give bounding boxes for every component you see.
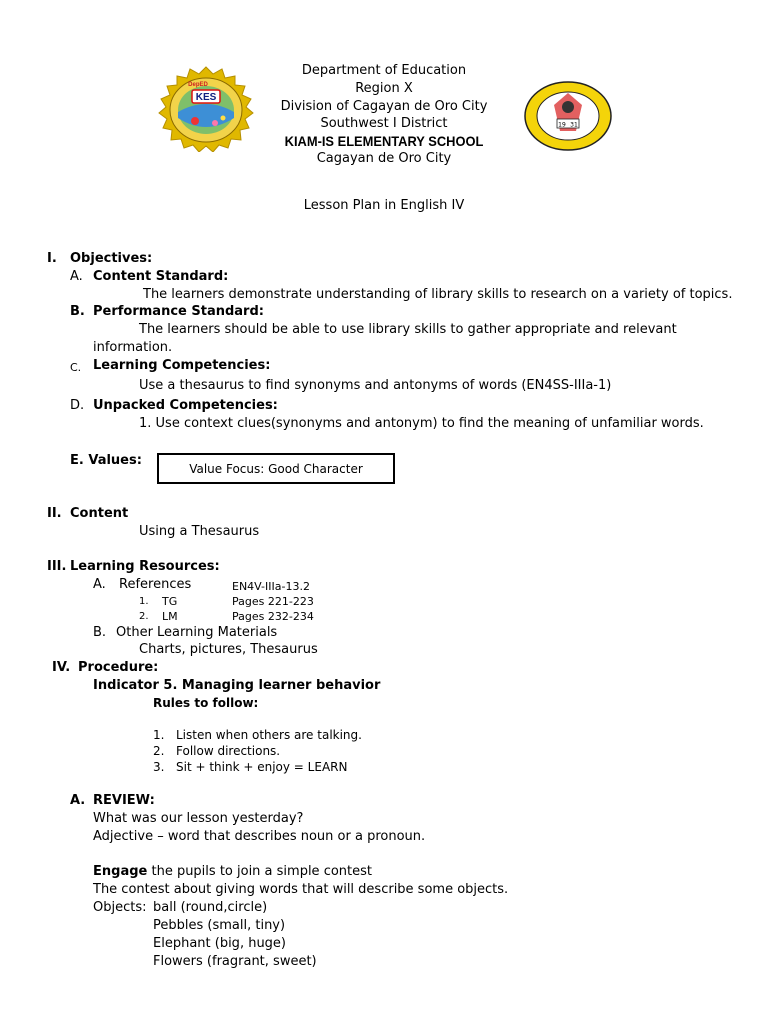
performance-standard-heading: Performance Standard: (93, 304, 264, 319)
review-answer: Adjective – word that describes noun or a pronoun. (93, 829, 426, 844)
other-materials-text: Charts, pictures, Thesaurus (139, 642, 318, 657)
object-item-3: Elephant (big, huge) (153, 936, 287, 951)
unpacked-text: 1. Use context clues(synonyms and antonym) to find the meaning of unfamiliar words. (139, 416, 704, 431)
seal-year-left: 19 (558, 121, 566, 129)
review-heading: REVIEW: (93, 793, 155, 808)
header-division: Division of Cagayan de Oro City (280, 99, 488, 114)
rule-3-num: 3. (153, 760, 165, 774)
procedure-heading: Procedure: (78, 660, 159, 675)
objectives-num: I. (47, 251, 57, 266)
engage-line (93, 864, 372, 880)
competencies-heading: Learning Competencies: (93, 358, 271, 373)
content-text: Using a Thesaurus (139, 524, 260, 539)
rule-2-text: Follow directions. (176, 744, 281, 758)
objectives-heading: Objectives: (70, 251, 153, 266)
competencies-text: Use a thesaurus to find synonyms and antonyms of words (EN4SS-IIIa-1) (139, 378, 612, 393)
object-item-2: Pebbles (small, tiny) (153, 918, 286, 933)
values-heading: E. Values: (70, 453, 142, 468)
content-heading: Content (70, 506, 129, 521)
ref-tg-name: TG (162, 595, 178, 608)
content-standard-text: The learners demonstrate understanding of library skills to research on a variety of topics. (143, 287, 733, 302)
rule-1-text: Listen when others are talking. (176, 728, 362, 742)
performance-standard-text-1: The learners should be able to use library skills to gather appropriate and relevant (139, 322, 677, 337)
rules-heading: Rules to follow: (153, 696, 259, 710)
performance-standard-num: B. (70, 304, 85, 319)
ref-tg-pages: Pages 221-223 (232, 595, 314, 608)
resources-heading: Learning Resources: (70, 559, 220, 574)
deped-division-seal (524, 81, 612, 151)
rule-2-num: 2. (153, 744, 165, 758)
header-city: Cagayan de Oro City (316, 151, 452, 166)
header-dept: Department of Education (301, 63, 467, 78)
review-num: A. (70, 793, 86, 808)
rule-3-text: Sit + think + enjoy = LEARN (176, 760, 348, 774)
rule-1-num: 1. (153, 728, 165, 742)
header-school-name: KIAM-IS ELEMENTARY SCHOOL (284, 133, 484, 149)
header-region: Region X (355, 81, 413, 96)
competencies-num: C. (70, 361, 82, 374)
unpacked-heading: Unpacked Competencies: (93, 398, 278, 413)
content-standard-num: A. (70, 269, 83, 284)
ref-tg-num: 1. (139, 596, 149, 607)
value-focus-text: Value Focus: Good Character (189, 462, 363, 476)
content-standard-heading: Content Standard: (93, 269, 229, 284)
objects-label: Objects: (93, 900, 147, 915)
content-num: II. (47, 506, 62, 521)
references-num: A. (93, 577, 106, 592)
contest-text: The contest about giving words that will describe some objects. (93, 882, 509, 897)
procedure-num: IV. (52, 660, 71, 675)
ref-lm-name: LM (162, 610, 178, 623)
kes-badge-text: KES (195, 92, 217, 103)
references-code: EN4V-IIIa-13.2 (232, 580, 310, 593)
object-item-4: Flowers (fragrant, sweet) (153, 954, 317, 969)
unpacked-num: D. (70, 398, 85, 413)
review-question: What was our lesson yesterday? (93, 811, 304, 826)
references-heading: References (119, 577, 192, 592)
ref-lm-pages: Pages 232-234 (232, 610, 314, 623)
other-materials-heading: Other Learning Materials (116, 625, 278, 640)
indicator-heading: Indicator 5. Managing learner behavior (93, 678, 381, 693)
header-district: Southwest I District (320, 116, 448, 131)
engage-keyword: Engage (93, 864, 148, 879)
lesson-title: Lesson Plan in English IV (303, 198, 465, 213)
deped-mark-text: DepED (188, 82, 208, 88)
performance-standard-text-2: information. (93, 340, 173, 355)
seal-year-right: 31 (570, 121, 578, 129)
ref-lm-num: 2. (139, 611, 149, 622)
resources-num: III. (47, 559, 67, 574)
other-materials-num: B. (93, 625, 107, 640)
object-item-1: ball (round,circle) (153, 900, 268, 915)
engage-rest: the pupils to join a simple contest (147, 864, 372, 879)
